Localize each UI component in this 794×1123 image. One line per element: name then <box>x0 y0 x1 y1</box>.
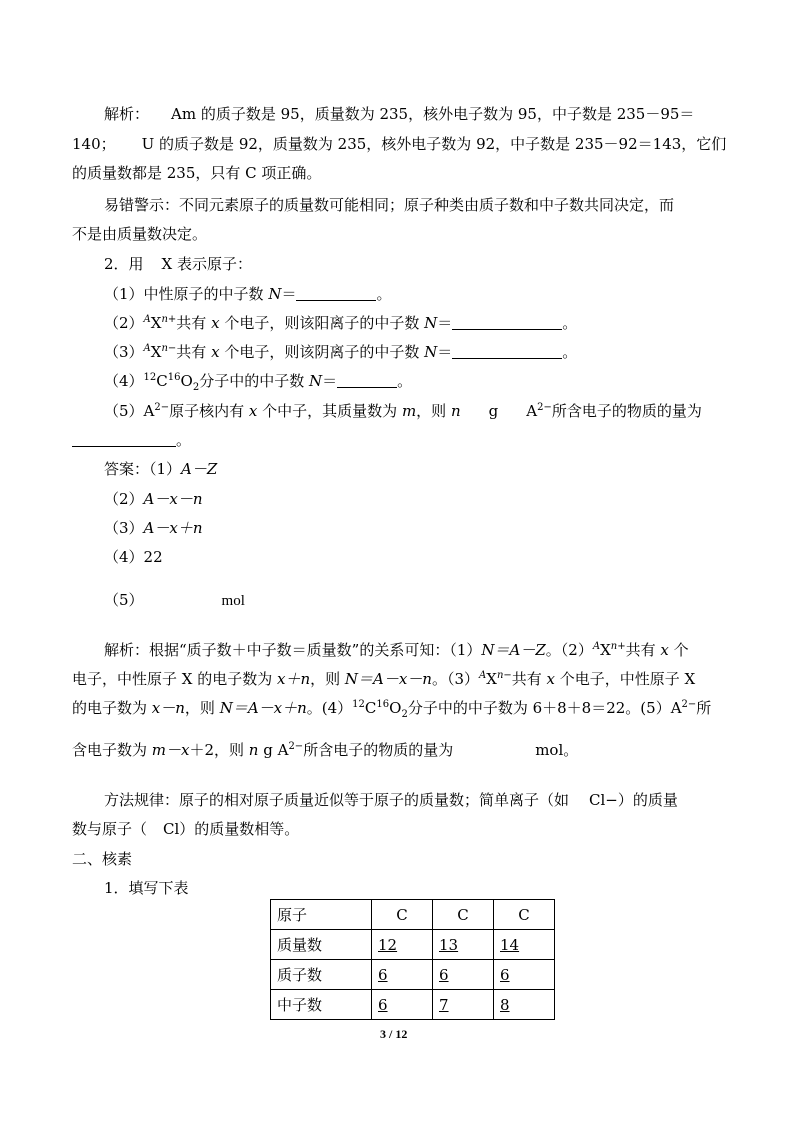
answer-label: （4） <box>104 548 144 566</box>
table-cell: 14 <box>494 930 555 960</box>
answer-blank[interactable] <box>452 344 562 359</box>
answer-value: A－x＋n <box>143 519 203 537</box>
row-label: 质量数 <box>271 930 372 960</box>
superscript: n− <box>496 670 512 681</box>
answer-label: （3） <box>104 519 144 537</box>
table-row <box>271 900 555 930</box>
variable: N <box>424 314 438 332</box>
answer-value: 22 <box>143 548 163 566</box>
section-heading: 二、核素 <box>72 850 133 868</box>
row-label: 中子数 <box>271 990 372 1020</box>
item-text: g <box>488 402 499 420</box>
answer-4 <box>104 547 163 567</box>
question-1-title: 1．填写下表 <box>104 879 189 897</box>
item-text: 个电子，则该阳离子的中子数 <box>219 314 425 332</box>
analysis-text: 分子中的中子数为 6＋8＋8＝22。(5）A <box>407 699 682 717</box>
unit-text: mol。 <box>535 741 579 759</box>
answer-1 <box>104 459 217 479</box>
superscript: A <box>479 670 487 681</box>
item-text: ＝ <box>322 372 338 390</box>
method-text: Cl）的质量数相等。 <box>163 820 300 838</box>
superscript: 12 <box>352 699 365 710</box>
analysis-text: 解析：根据“质子数＋中子数＝质量数”的关系可知：（1） <box>104 641 482 659</box>
superscript: n− <box>161 343 177 354</box>
analysis-text: 共有 <box>511 670 547 688</box>
item-text: 。 <box>376 285 392 303</box>
item-text: 。 <box>562 314 578 332</box>
row-label: 质子数 <box>271 960 372 990</box>
table-cell: 7 <box>433 990 494 1020</box>
question-2-item-3 <box>104 342 577 362</box>
method-line-1 <box>104 790 678 810</box>
answer-value: A－Z <box>181 460 218 478</box>
item-text: 所含电子的物质的量为 <box>551 402 702 420</box>
analysis-text: Am 的质子数是 95，质量数为 235，核外电子数为 95，中子数是 235－95＝ <box>171 105 695 123</box>
symbol: C <box>364 699 377 717</box>
formula: N＝A－x－n <box>344 670 432 688</box>
question-2-title <box>104 254 252 274</box>
superscript: 16 <box>376 699 390 710</box>
item-text: 共有 <box>176 314 212 332</box>
analysis-text: 含电子数为 <box>72 741 152 759</box>
item-text: 共有 <box>176 343 212 361</box>
variable: N <box>268 285 282 303</box>
symbol: X <box>486 670 497 688</box>
superscript: A <box>143 314 151 325</box>
variable: x <box>660 641 669 659</box>
item-text: （5）A <box>104 402 155 420</box>
question-text: X 表示原子： <box>161 255 252 273</box>
method-line-2 <box>72 819 299 839</box>
answer-5 <box>104 590 245 611</box>
superscript: A <box>592 641 601 652</box>
analysis-text: ＋2，则 <box>189 741 249 759</box>
analysis-label: 解析： <box>104 105 150 123</box>
table-cell: 6 <box>372 990 433 1020</box>
item-text: ＝ <box>437 343 453 361</box>
answer-blank[interactable] <box>337 373 397 388</box>
analysis-text: 所 <box>696 699 712 717</box>
analysis-line-1 <box>104 104 694 124</box>
variable: N <box>308 372 323 390</box>
method-text: Cl−）的质量 <box>589 791 678 809</box>
item-text: ＝ <box>281 285 297 303</box>
item-text: 分子中的中子数 <box>199 372 309 390</box>
superscript: 16 <box>167 372 181 383</box>
table-cell: 6 <box>433 960 494 990</box>
variable: n <box>248 741 259 759</box>
variable: m <box>401 402 417 420</box>
symbol: O <box>180 372 193 390</box>
variable: x <box>546 670 556 688</box>
item-text: 原子核内有 <box>169 402 249 420</box>
question-number: 2．用 <box>104 255 144 273</box>
analysis-text: 电子，中性原子 X 的电子数为 <box>72 670 277 688</box>
question-2-item-5 <box>104 401 702 421</box>
warning-line-2: 不是由质量数决定。 <box>72 225 208 243</box>
analysis-text: 。(4） <box>306 699 353 717</box>
symbol: X <box>150 314 162 332</box>
superscript: 2− <box>537 402 552 413</box>
item-text: （2） <box>104 314 144 332</box>
item-text: ，则 <box>416 402 451 420</box>
variable: x <box>248 402 258 420</box>
table-cell: C <box>494 900 555 930</box>
symbol: X <box>600 641 611 659</box>
analysis-text: 140； <box>72 135 116 153</box>
page-number: 3 / 12 <box>380 1027 408 1041</box>
analysis-text: 。（2） <box>545 641 593 659</box>
analysis-line-2 <box>72 134 726 154</box>
item-text: 。 <box>397 372 413 390</box>
answer-blank[interactable] <box>296 286 376 301</box>
superscript: 2− <box>154 402 170 413</box>
table-row <box>271 930 555 960</box>
item-text: （1）中性原子的中子数 <box>104 285 269 303</box>
answer-blank[interactable] <box>72 432 176 447</box>
variable: x <box>211 314 220 332</box>
formula: x－n <box>151 699 185 717</box>
superscript: n+ <box>161 314 177 325</box>
analysis-text: 。（3） <box>431 670 480 688</box>
answer-label: （2） <box>104 490 144 508</box>
analysis2-line-4 <box>72 740 578 760</box>
symbol: O <box>389 699 402 717</box>
question-2-item-2 <box>104 313 577 333</box>
method-text: 数与原子（ <box>72 820 148 838</box>
table-cell: C <box>372 900 433 930</box>
question-2-item-5-cont <box>72 430 191 450</box>
table-row <box>271 990 555 1020</box>
answer-label: （5） <box>104 591 144 609</box>
answer-blank[interactable] <box>452 315 562 330</box>
analysis2-line-2 <box>72 669 695 689</box>
item-text: 个中子，其质量数为 <box>257 402 402 420</box>
table-cell: 6 <box>372 960 433 990</box>
item-text: 个电子，则该阴离子的中子数 <box>219 343 425 361</box>
variable: N <box>424 343 438 361</box>
analysis-text: ，则 <box>184 699 220 717</box>
formula: N＝A－Z <box>481 641 546 659</box>
analysis2-line-3 <box>72 698 711 718</box>
subscript: 2 <box>401 709 408 720</box>
analysis2-line-1 <box>104 640 689 660</box>
analysis-text: 个 <box>668 641 689 659</box>
variable: n <box>450 402 461 420</box>
nuclide-table-body <box>271 900 555 1020</box>
answer-3 <box>104 518 203 538</box>
analysis-text: 个电子，中性原子 X <box>555 670 696 688</box>
item-text: 。 <box>562 343 578 361</box>
table-cell: 6 <box>494 960 555 990</box>
variable: x <box>211 343 220 361</box>
item-text: ＝ <box>437 314 453 332</box>
item-text: （3） <box>104 343 144 361</box>
formula: N＝A－x＋n <box>219 699 307 717</box>
analysis-text: 所含电子的物质的量为 <box>303 741 454 759</box>
formula: m－x <box>151 741 190 759</box>
table-row <box>271 960 555 990</box>
question-2-item-1 <box>104 284 391 304</box>
table-cell: 13 <box>433 930 494 960</box>
row-label: 原子 <box>271 900 372 930</box>
analysis-text: U 的质子数是 92，质量数为 235，核外电子数为 92，中子数是 235－92＝143，它们 <box>141 135 727 153</box>
superscript: 2− <box>288 741 304 752</box>
answer-2 <box>104 489 203 509</box>
answer-label: 答案：（1） <box>104 460 182 478</box>
symbol: A <box>526 402 538 420</box>
superscript: 12 <box>143 372 157 383</box>
answer-value: A－x－n <box>143 490 203 508</box>
item-text: 。 <box>176 431 192 449</box>
subscript: 2 <box>192 382 200 393</box>
superscript: 2− <box>681 699 697 710</box>
formula: x＋n <box>276 670 311 688</box>
answer-unit: mol <box>221 593 245 609</box>
analysis-text: 共有 <box>625 641 661 659</box>
item-text: （4） <box>104 372 144 390</box>
superscript: A <box>143 343 151 354</box>
table-cell: C <box>433 900 494 930</box>
nuclide-table <box>270 899 555 1020</box>
symbol: X <box>150 343 162 361</box>
analysis-line-3: 的质量数都是 235，只有 C 项正确。 <box>72 164 322 182</box>
analysis-text: g A <box>258 741 289 759</box>
table-cell: 8 <box>494 990 555 1020</box>
table-cell: 12 <box>372 930 433 960</box>
superscript: n+ <box>610 641 626 652</box>
symbol: C <box>156 372 168 390</box>
warning-line-1: 易错警示：不同元素原子的质量数可能相同；原子种类由质子数和中子数共同决定，而 <box>104 196 675 214</box>
method-text: 方法规律：原子的相对原子质量近似等于原子的质量数；简单离子（如 <box>104 791 570 809</box>
question-2-item-4 <box>104 371 412 391</box>
analysis-text: ，则 <box>310 670 345 688</box>
analysis-text: 的电子数为 <box>72 699 152 717</box>
